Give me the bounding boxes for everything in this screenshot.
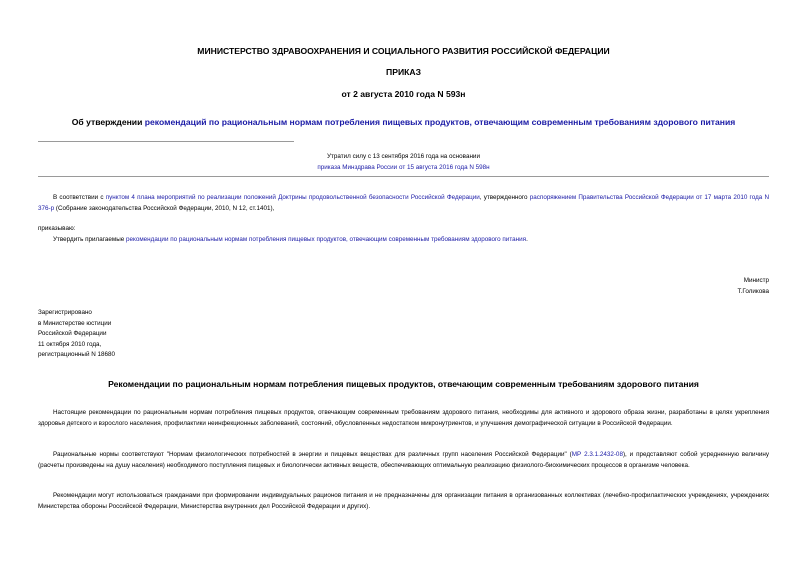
preamble-paragraph	[38, 193, 769, 214]
registration-line-3: Российской Федерации	[38, 330, 107, 337]
recommendations-paragraph-1: Настоящие рекомендации по рациональным нормам потребления пищевых продуктов, отвечающим современным требованиям здорового питания, необходимы для активного и здорового образа жизни, разработаны в целях укрепления здоровья детского и взрослого населения, профилактики неинфекционных заболеваний, состояний, обусловленных недостатком микронутриентов, и улучшения демографической ситуации в Российской Федерации.	[38, 409, 769, 427]
status-note-line1: Утратил силу с 13 сентября 2016 года на основании	[327, 153, 480, 160]
registration-line-2: в Министерстве юстиции	[38, 320, 112, 327]
recommendations-paragraph-3: Рекомендации могут использоваться гражданами при формировании индивидуальных рационов питания и не предназначены для организации питания в организованных коллективах (лечебно-профилактических учреждениях, учреждениях Министерства обороны Российской Федерации, Министерства внутренних дел Российской Федерации и других).	[38, 492, 769, 510]
divider-long	[38, 176, 769, 177]
recommendations-link[interactable]: рекомендации по рациональным нормам потребления пищевых продуктов, отвечающим современным требованиям здорового питания	[126, 236, 527, 243]
doctrine-plan-link[interactable]: пунктом 4 плана мероприятий по реализации положений Доктрины продовольственной безопасности Российской Федерации	[105, 194, 480, 201]
order-text-2: .	[526, 236, 528, 243]
preamble-text-2: , утвержденного	[479, 194, 530, 201]
doc-date-number: от 2 августа 2010 года N 593н	[341, 89, 466, 99]
order-label: приказываю:	[38, 225, 76, 232]
registration-line-4: 11 октября 2010 года,	[38, 341, 102, 348]
status-note-line2	[0, 163, 807, 174]
p2-text-2: ), и представляют собой усредненную величину (расчеты произведены на душу населения) необходимого поступления пищевых и биологически активных веществ, обеспечивающих оптимальную реализацию физиолого-биохимических процессов в организме человека.	[38, 451, 769, 469]
recommendations-title: Рекомендации по рациональным нормам потребления пищевых продуктов, отвечающим современным требованиям здорового питания	[108, 379, 699, 389]
ministry-name: МИНИСТЕРСТВО ЗДРАВООХРАНЕНИЯ И СОЦИАЛЬНОГО РАЗВИТИЯ РОССИЙСКОЙ ФЕДЕРАЦИИ	[197, 46, 610, 56]
repeal-order-link[interactable]: приказа Минздрава России от 15 августа 2016 года N 598н	[317, 164, 490, 171]
divider-short	[38, 141, 294, 142]
order-text	[53, 235, 528, 246]
government-order-link[interactable]: распоряжением Правительства Российской Федерации от 17 марта 2010 года N 376-р	[38, 194, 769, 212]
signature-position: Министр	[743, 277, 769, 284]
order-text-1: Утвердить прилагаемые	[53, 236, 126, 243]
preamble-text-3: (Собрание законодательства Российской Федерации, 2010, N 12, ст.1401),	[54, 204, 275, 212]
doc-title	[0, 117, 807, 127]
doc-type: ПРИКАЗ	[386, 67, 421, 77]
mr-standard-link[interactable]: МР 2.3.1.2432-08	[571, 451, 623, 458]
doc-title-prefix: Об утверждении	[71, 117, 145, 127]
preamble-text-1: В соответствии с	[53, 194, 106, 201]
p2-text-1: Рациональные нормы соответствуют "Нормам физиологических потребностей в энергии и пищевых веществах для различных групп населения Российской Федерации" (	[53, 451, 572, 458]
registration-line-1: Зарегистрировано	[38, 309, 92, 316]
registration-line-5: регистрационный N 18680	[38, 351, 116, 358]
doc-title-link[interactable]: рекомендаций по рациональным нормам потребления пищевых продуктов, отвечающим современным требованиям здорового питания	[144, 117, 736, 127]
signature-name: Т.Голикова	[737, 288, 769, 295]
recommendations-paragraph-2	[38, 450, 769, 471]
